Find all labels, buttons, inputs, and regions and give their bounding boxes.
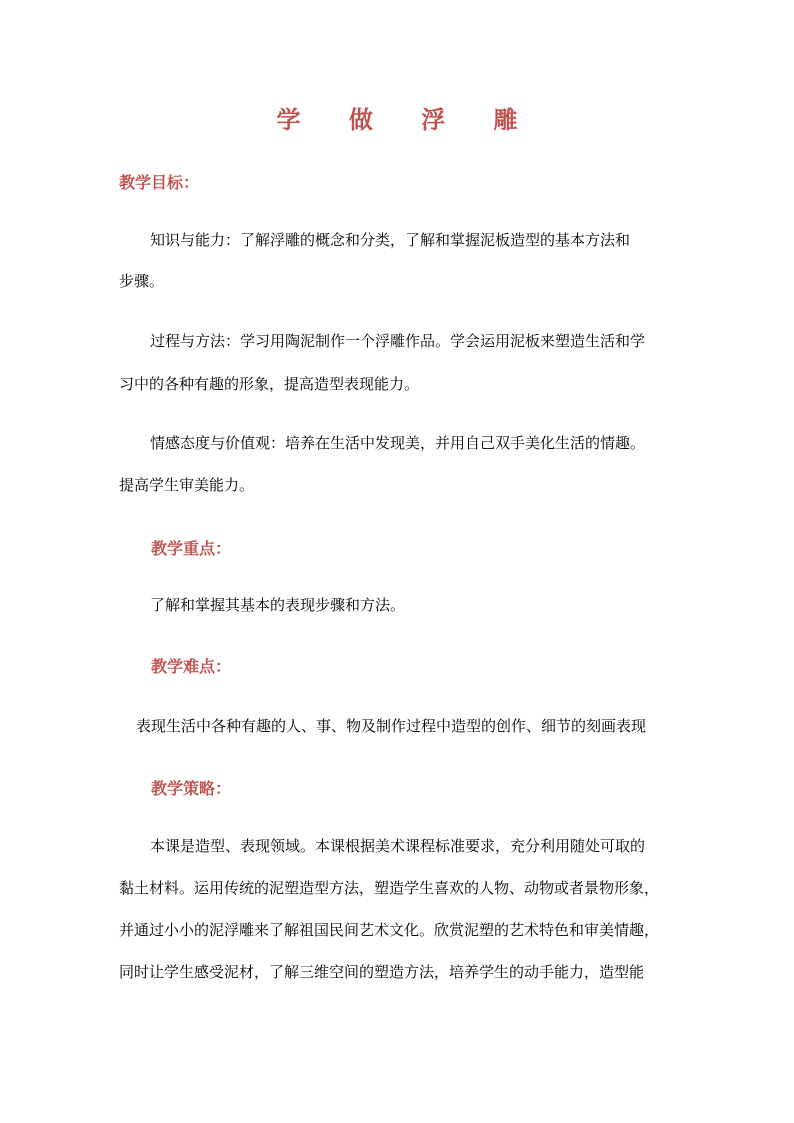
title-char-1: 学 xyxy=(276,106,301,134)
difficulties-text: 表现生活中各种有趣的人、事、物及制作过程中造型的创作、细节的刻画表现 xyxy=(136,717,647,735)
objective-knowledge-line2: 步骤。 xyxy=(119,272,165,290)
objective-emotion-line2: 提高学生审美能力。 xyxy=(119,476,255,494)
objective-process-line2: 习中的各种有趣的形象，提高造型表现能力。 xyxy=(119,375,420,393)
title-char-2: 做 xyxy=(348,106,373,134)
title-char-3: 浮 xyxy=(421,106,446,134)
strategy-line3: 并通过小小的泥浮雕来了解祖国民间艺术文化。欣赏泥塑的艺术特色和审美情趣， xyxy=(119,921,660,939)
heading-key-points: 教学重点： xyxy=(151,539,232,558)
page-title xyxy=(0,100,794,135)
heading-difficulties: 教学难点： xyxy=(151,657,232,676)
strategy-line1: 本课是造型、表现领域。本课根据美术课程标准要求，充分利用随处可取的 xyxy=(150,837,646,855)
heading-objectives: 教学目标： xyxy=(119,173,200,192)
heading-strategy: 教学策略： xyxy=(151,779,232,798)
objective-knowledge-line1: 知识与能力：了解浮雕的概念和分类，了解和掌握泥板造型的基本方法和 xyxy=(150,231,631,249)
title-char-4: 雕 xyxy=(493,106,518,134)
strategy-line4: 同时让学生感受泥材，了解三维空间的塑造方法，培养学生的动手能力，造型能 xyxy=(119,963,645,981)
key-points-text: 了解和掌握其基本的表现步骤和方法。 xyxy=(150,596,406,614)
strategy-line2: 黏土材料。运用传统的泥塑造型方法，塑造学生喜欢的人物、动物或者景物形象， xyxy=(119,879,660,897)
objective-emotion-line1: 情感态度与价值观：培养在生活中发现美，并用自己双手美化生活的情趣。 xyxy=(150,434,646,452)
objective-process-line1: 过程与方法：学习用陶泥制作一个浮雕作品。学会运用泥板来塑造生活和学 xyxy=(150,332,646,350)
